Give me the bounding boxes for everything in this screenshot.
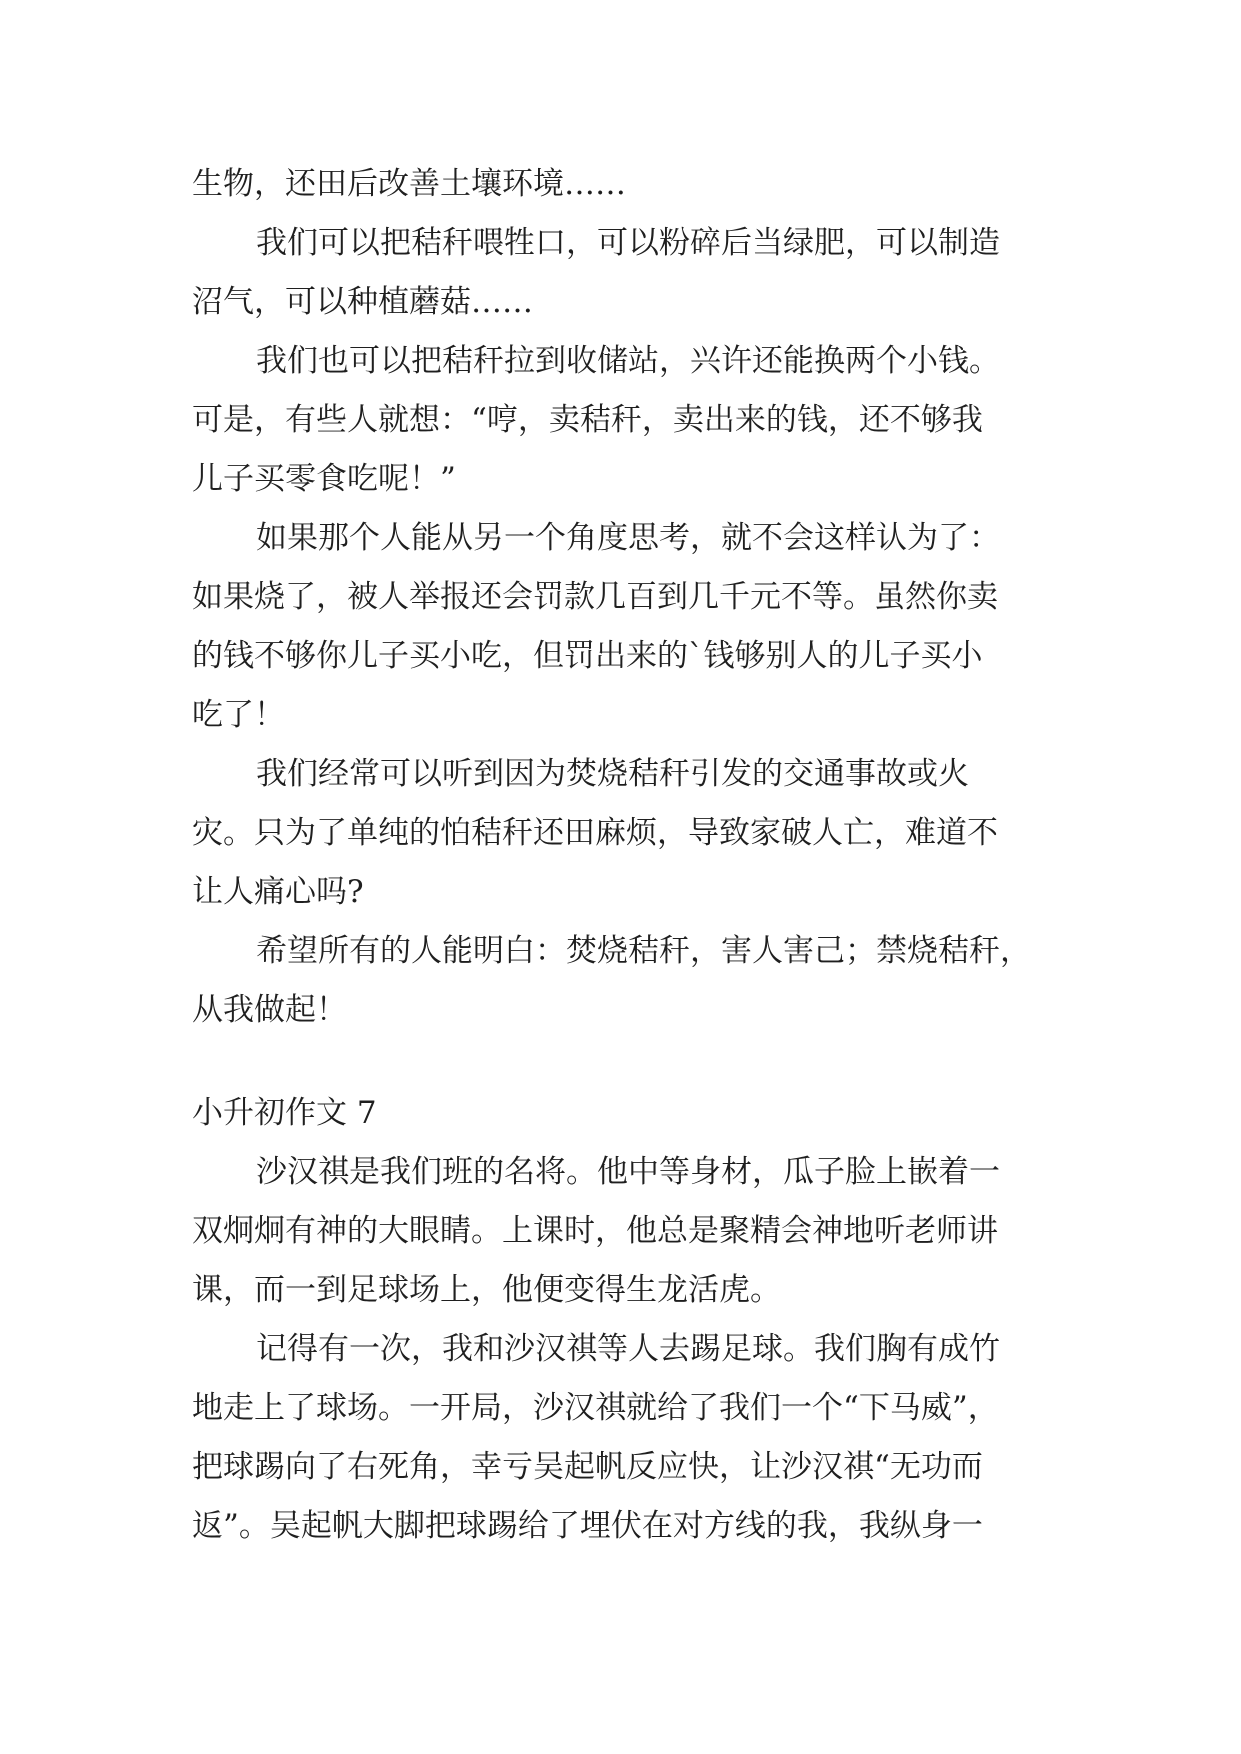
paragraph-line: 我们也可以把秸秆拉到收储站，兴许还能换两个小钱。 — [256, 343, 1000, 379]
paragraph-line: 我们可以把秸秆喂牲口，可以粉碎后当绿肥，可以制造 — [256, 225, 1000, 261]
paragraph-line: 生物，还田后改善土壤环境…… — [192, 166, 626, 202]
paragraph-line: 希望所有的人能明白：焚烧秸秆，害人害己；禁烧秸秆， — [256, 933, 1031, 969]
paragraph-line: 我们经常可以听到因为焚烧秸秆引发的交通事故或火 — [256, 756, 969, 792]
paragraph-line: 可是，有些人就想：“哼，卖秸秆，卖出来的钱，还不够我 — [192, 402, 983, 438]
paragraph-line: 返”。吴起帆大脚把球踢给了埋伏在对方线的我，我纵身一 — [192, 1508, 983, 1544]
paragraph-line: 从我做起！ — [192, 992, 347, 1028]
section-heading: 小升初作文 7 — [192, 1095, 377, 1131]
paragraph-line: 沙汉祺是我们班的名将。他中等身材，瓜子脸上嵌着一 — [256, 1154, 1000, 1190]
paragraph-line: 把球踢向了右死角，幸亏吴起帆反应快，让沙汉祺“无功而 — [192, 1449, 983, 1485]
paragraph-line: 灾。只为了单纯的怕秸秆还田麻烦，导致家破人亡，难道不 — [192, 815, 998, 851]
paragraph-line: 记得有一次，我和沙汉祺等人去踢足球。我们胸有成竹 — [256, 1331, 1000, 1367]
paragraph-line: 让人痛心吗? — [192, 874, 364, 910]
paragraph-line: 地走上了球场。一开局，沙汉祺就给了我们一个“下马威”， — [192, 1390, 999, 1426]
paragraph-line: 如果那个人能从另一个角度思考，就不会这样认为了： — [256, 520, 1000, 556]
paragraph-line: 吃了！ — [192, 697, 285, 733]
paragraph-line: 沼气，可以种植蘑菇…… — [192, 284, 533, 320]
paragraph-line: 儿子买零食吃呢！” — [192, 461, 456, 497]
paragraph-line: 课，而一到足球场上，他便变得生龙活虎。 — [192, 1272, 781, 1308]
paragraph-line: 双炯炯有神的大眼睛。上课时，他总是聚精会神地听老师讲 — [192, 1213, 998, 1249]
paragraph-line: 如果烧了，被人举报还会罚款几百到几千元不等。虽然你卖 — [192, 579, 998, 615]
paragraph-line: 的钱不够你儿子买小吃，但罚出来的`钱够别人的儿子买小 — [192, 638, 983, 674]
